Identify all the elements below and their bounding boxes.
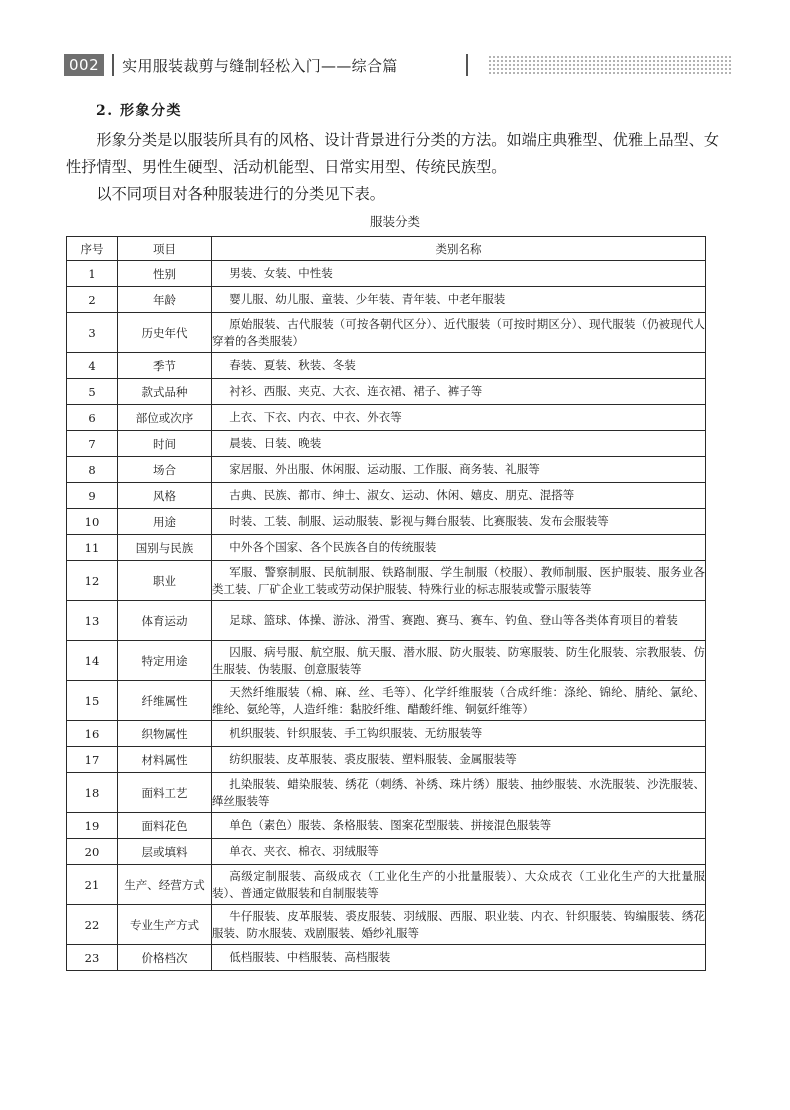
header-divider-right <box>466 54 468 76</box>
section-heading: 2. 形象分类 <box>96 103 182 119</box>
table-row <box>67 641 706 681</box>
table-row <box>67 839 706 865</box>
table-row <box>67 721 706 747</box>
column-header-item: 项目 <box>118 237 212 261</box>
row-number: 17 <box>67 747 118 773</box>
row-category: 中外各个国家、各个民族各自的传统服装 <box>212 535 706 561</box>
table-row <box>67 509 706 535</box>
table-row <box>67 561 706 601</box>
row-item: 纤维属性 <box>118 681 212 721</box>
row-number: 12 <box>67 561 118 601</box>
table-row <box>67 431 706 457</box>
header-divider <box>112 54 114 76</box>
table-row <box>67 535 706 561</box>
row-number: 4 <box>67 353 118 379</box>
table-row <box>67 865 706 905</box>
table-row <box>67 457 706 483</box>
row-category: 时装、工装、制服、运动服装、影视与舞台服装、比赛服装、发布会服装等 <box>212 509 706 535</box>
row-category: 原始服装、古代服装（可按各朝代区分）、近代服装（可按时期区分）、现代服装（仍被现代人穿着的各类服装） <box>212 313 706 353</box>
row-number: 16 <box>67 721 118 747</box>
row-category: 天然纤维服装（棉、麻、丝、毛等）、化学纤维服装（合成纤维：涤纶、锦纶、腈纶、氯纶、维纶、氨纶等，人造纤维：黏胶纤维、醋酸纤维、铜氨纤维等） <box>212 681 706 721</box>
row-category: 低档服装、中档服装、高档服装 <box>212 945 706 971</box>
row-category: 古典、民族、都市、绅士、淑女、运动、休闲、嬉皮、朋克、混搭等 <box>212 483 706 509</box>
row-category: 足球、篮球、体操、游泳、滑雪、赛跑、赛马、赛车、钓鱼、登山等各类体育项目的着装 <box>212 601 706 641</box>
table-row <box>67 405 706 431</box>
table-row <box>67 379 706 405</box>
row-number: 3 <box>67 313 118 353</box>
row-number: 21 <box>67 865 118 905</box>
row-item: 用途 <box>118 509 212 535</box>
row-item: 织物属性 <box>118 721 212 747</box>
table-row <box>67 813 706 839</box>
row-category: 囚服、病号服、航空服、航天服、潜水服、防火服装、防寒服装、防生化服装、宗教服装、仿生服装、伪装服、创意服装等 <box>212 641 706 681</box>
row-category: 扎染服装、蜡染服装、绣花（刺绣、补绣、珠片绣）服装、抽纱服装、水洗服装、沙洗服装、缂丝服装等 <box>212 773 706 813</box>
row-item: 层或填料 <box>118 839 212 865</box>
table-row <box>67 773 706 813</box>
row-category: 单衣、夹衣、棉衣、羽绒服等 <box>212 839 706 865</box>
row-category: 高级定制服装、高级成衣（工业化生产的小批量服装）、大众成衣（工业化生产的大批量服装）、普通定做服装和自制服装等 <box>212 865 706 905</box>
row-number: 2 <box>67 287 118 313</box>
row-item: 季节 <box>118 353 212 379</box>
header-dot-pattern <box>488 55 732 75</box>
row-item: 性别 <box>118 261 212 287</box>
row-category: 衬衫、西服、夹克、大衣、连衣裙、裙子、裤子等 <box>212 379 706 405</box>
table-row <box>67 287 706 313</box>
column-header-category: 类别名称 <box>212 237 706 261</box>
table-row <box>67 905 706 945</box>
row-number: 7 <box>67 431 118 457</box>
row-item: 专业生产方式 <box>118 905 212 945</box>
row-item: 时间 <box>118 431 212 457</box>
row-item: 面料花色 <box>118 813 212 839</box>
row-number: 15 <box>67 681 118 721</box>
table-row <box>67 353 706 379</box>
row-category: 牛仔服装、皮革服装、裘皮服装、羽绒服、西服、职业装、内衣、针织服装、钩编服装、绣花服装、防水服装、戏剧服装、婚纱礼服等 <box>212 905 706 945</box>
row-category: 机织服装、针织服装、手工钩织服装、无纺服装等 <box>212 721 706 747</box>
row-category: 春装、夏装、秋装、冬装 <box>212 353 706 379</box>
column-header-no: 序号 <box>67 237 118 261</box>
row-item: 面料工艺 <box>118 773 212 813</box>
page-header <box>64 52 731 78</box>
clothing-classification-table <box>66 236 706 971</box>
table-row <box>67 483 706 509</box>
row-item: 材料属性 <box>118 747 212 773</box>
row-item: 年龄 <box>118 287 212 313</box>
row-number: 1 <box>67 261 118 287</box>
page-number: 002 <box>64 54 104 76</box>
row-item: 特定用途 <box>118 641 212 681</box>
table-row <box>67 601 706 641</box>
row-number: 18 <box>67 773 118 813</box>
table-row <box>67 945 706 971</box>
row-number: 9 <box>67 483 118 509</box>
row-category: 单色（素色）服装、条格服装、图案花型服装、拼接混色服装等 <box>212 813 706 839</box>
row-number: 10 <box>67 509 118 535</box>
row-item: 体育运动 <box>118 601 212 641</box>
row-item: 生产、经营方式 <box>118 865 212 905</box>
row-item: 历史年代 <box>118 313 212 353</box>
row-category: 晨装、日装、晚装 <box>212 431 706 457</box>
row-number: 20 <box>67 839 118 865</box>
row-category: 家居服、外出服、休闲服、运动服、工作服、商务装、礼服等 <box>212 457 706 483</box>
intro-paragraph: 形象分类是以服装所具有的风格、设计背景进行分类的方法。如端庄典雅型、优雅上品型、女性抒情型、男性生硬型、活动机能型、日常实用型、传统民族型。 <box>66 131 720 176</box>
row-item: 场合 <box>118 457 212 483</box>
row-category: 军服、警察制服、民航制服、铁路制服、学生制服（校服）、教师制服、医护服装、服务业各类工装、厂矿企业工装或劳动保护服装、特殊行业的标志服装或警示服装等 <box>212 561 706 601</box>
row-category: 纺织服装、皮革服装、裘皮服装、塑料服装、金属服装等 <box>212 747 706 773</box>
table-row <box>67 313 706 353</box>
row-item: 价格档次 <box>118 945 212 971</box>
table-intro-paragraph: 以不同项目对各种服装进行的分类见下表。 <box>96 185 385 203</box>
row-item: 国别与民族 <box>118 535 212 561</box>
book-title: 实用服装裁剪与缝制轻松入门——综合篇 <box>122 56 398 75</box>
row-category: 婴儿服、幼儿服、童装、少年装、青年装、中老年服装 <box>212 287 706 313</box>
table-row <box>67 747 706 773</box>
row-number: 13 <box>67 601 118 641</box>
table-row <box>67 261 706 287</box>
row-number: 8 <box>67 457 118 483</box>
row-number: 11 <box>67 535 118 561</box>
row-number: 23 <box>67 945 118 971</box>
row-item: 部位或次序 <box>118 405 212 431</box>
row-number: 5 <box>67 379 118 405</box>
row-number: 22 <box>67 905 118 945</box>
table-row <box>67 681 706 721</box>
row-category: 男装、女装、中性装 <box>212 261 706 287</box>
row-item: 风格 <box>118 483 212 509</box>
table-header-row <box>67 237 706 261</box>
row-category: 上衣、下衣、内衣、中衣、外衣等 <box>212 405 706 431</box>
row-item: 款式品种 <box>118 379 212 405</box>
row-number: 19 <box>67 813 118 839</box>
row-number: 6 <box>67 405 118 431</box>
row-number: 14 <box>67 641 118 681</box>
table-caption: 服装分类 <box>369 214 420 229</box>
row-item: 职业 <box>118 561 212 601</box>
